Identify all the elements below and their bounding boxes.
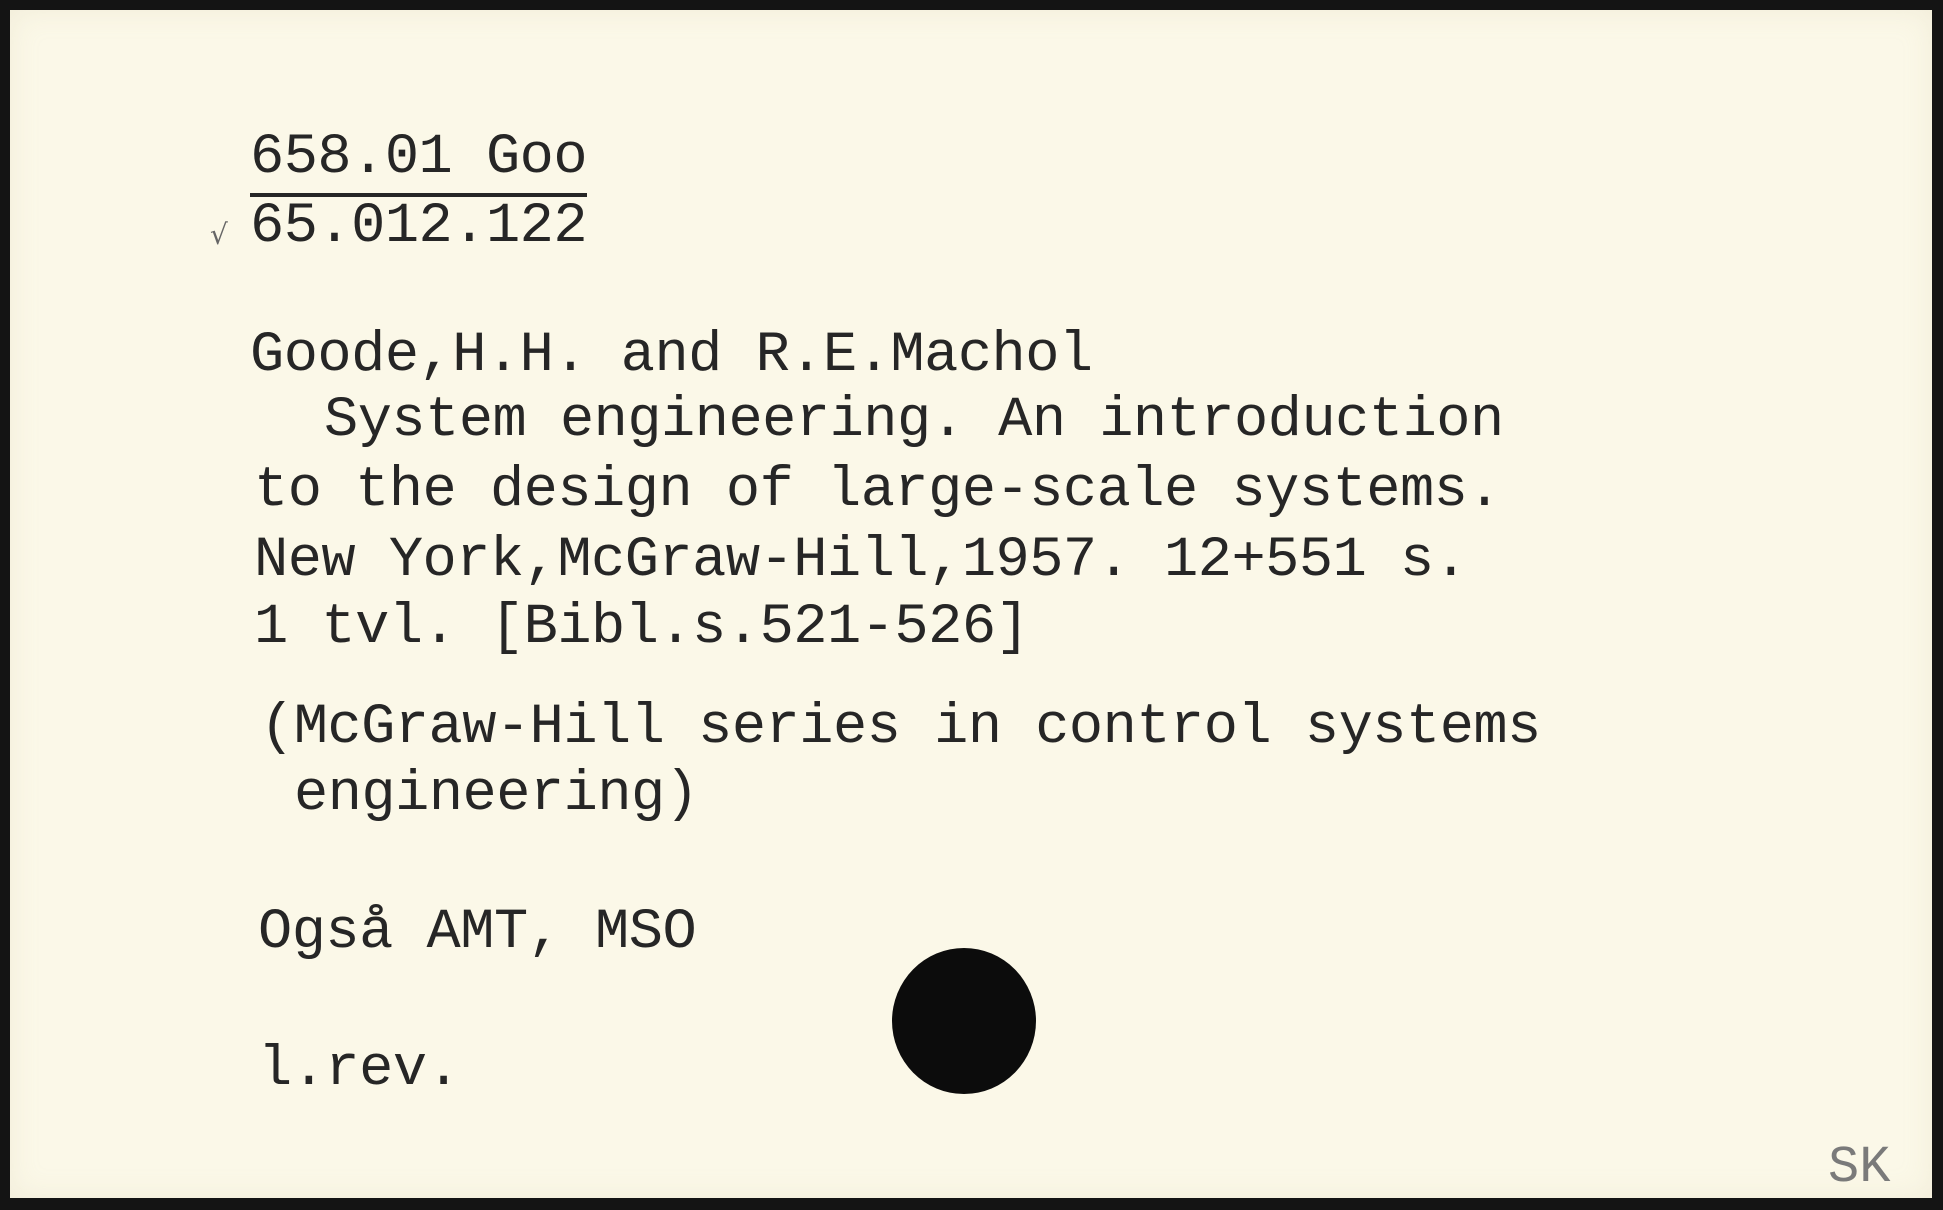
also-in-line: Også AMT, MSO — [258, 901, 697, 965]
call-number-primary: 658.01 Goo — [250, 130, 587, 197]
series-line-2: engineering) — [294, 763, 699, 827]
catalog-card — [10, 10, 1932, 1198]
check-mark-icon: √ — [210, 218, 228, 251]
cataloger-initials: SK — [1828, 1138, 1891, 1197]
punch-hole — [892, 948, 1036, 1094]
title-line-2: to the design of large-scale systems. — [254, 459, 1502, 523]
publication-line: New York,McGraw-Hill,1957. 12+551 s. — [254, 529, 1468, 593]
title-line-1: System engineering. An introduction — [324, 389, 1504, 453]
revision-line: l.rev. — [258, 1038, 461, 1102]
series-line-1: (McGraw-Hill series in control systems — [260, 696, 1541, 760]
call-number-classification: 65.012.122 — [250, 195, 588, 259]
physical-description-line: 1 tvl. [Bibl.s.521-526] — [254, 596, 1030, 660]
author-line: Goode,H.H. and R.E.Machol — [250, 324, 1093, 388]
